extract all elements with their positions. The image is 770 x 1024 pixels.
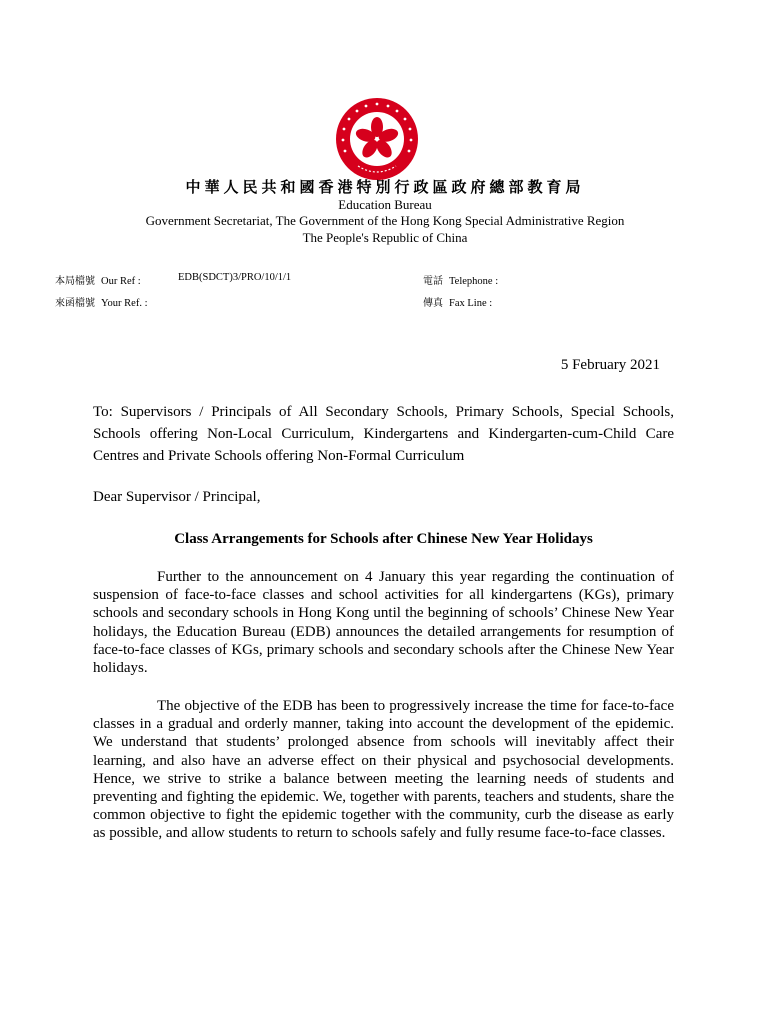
telephone-label: 電話 Telephone : [423,276,499,287]
addressee: To: Supervisors / Principals of All Secondary Schools, Primary Schools, Special Schools, Schools offering Non-Local Curriculum, Kindergartens and Kindergarten-cum-Child Care Centres and Private Schools offering Non-Formal Curriculum [93,404,674,464]
bureau-chinese-title: 中華人民共和國香港特別行政區政府總部教育局 [185,178,585,196]
hksar-emblem [334,96,420,182]
your-ref-label: 來函檔號 Your Ref. : [55,298,148,309]
our-ref-label: 本局檔號 Our Ref : [55,276,141,287]
letter-date: 5 February 2021 [560,357,660,373]
bureau-name: Education Bureau [338,197,432,212]
country-name: The People's Republic of China [302,230,468,245]
secretariat-name: Government Secretariat, The Government of the Hong Kong Special Administrative Region [145,213,625,228]
body-paragraph-1: Further to the announcement on 4 January this year regarding the continuation of suspension of face-to-face classes and school activities for all kindergartens (KGs), primary schools and secondary schools in Hong Kong until the beginning of schools’ Chinese New Year holidays, the Education Bureau (EDB) announces the detailed arrangements for resumption of face-to-face classes of KGs, primary schools and secondary schools after the Chinese New Year holidays. [93,569,674,677]
our-ref-value: EDB(SDCT)3/PRO/10/1/1 [178,272,292,283]
letter-subject: Class Arrangements for Schools after Chinese New Year Holidays [174,531,593,547]
fax-label: 傳真 Fax Line : [423,298,493,309]
body-paragraph-2: The objective of the EDB has been to progressively increase the time for face-to-face classes in a gradual and orderly manner, taking into account the development of the epidemic. We understand that students’ prolonged absence from schools will inevitably affect their learning, and also have an adverse effect on their physical and psychosocial developments. Hence, we strive to strike a balance between meeting the learning needs of students and preventing and fighting the epidemic. We, together with parents, teachers and students, share the common objective to fight the epidemic together with the community, curb the disease as early as possible, and allow students to return to schools safely and fully resume face-to-face classes. [93,698,674,842]
salutation: Dear Supervisor / Principal, [93,489,261,505]
